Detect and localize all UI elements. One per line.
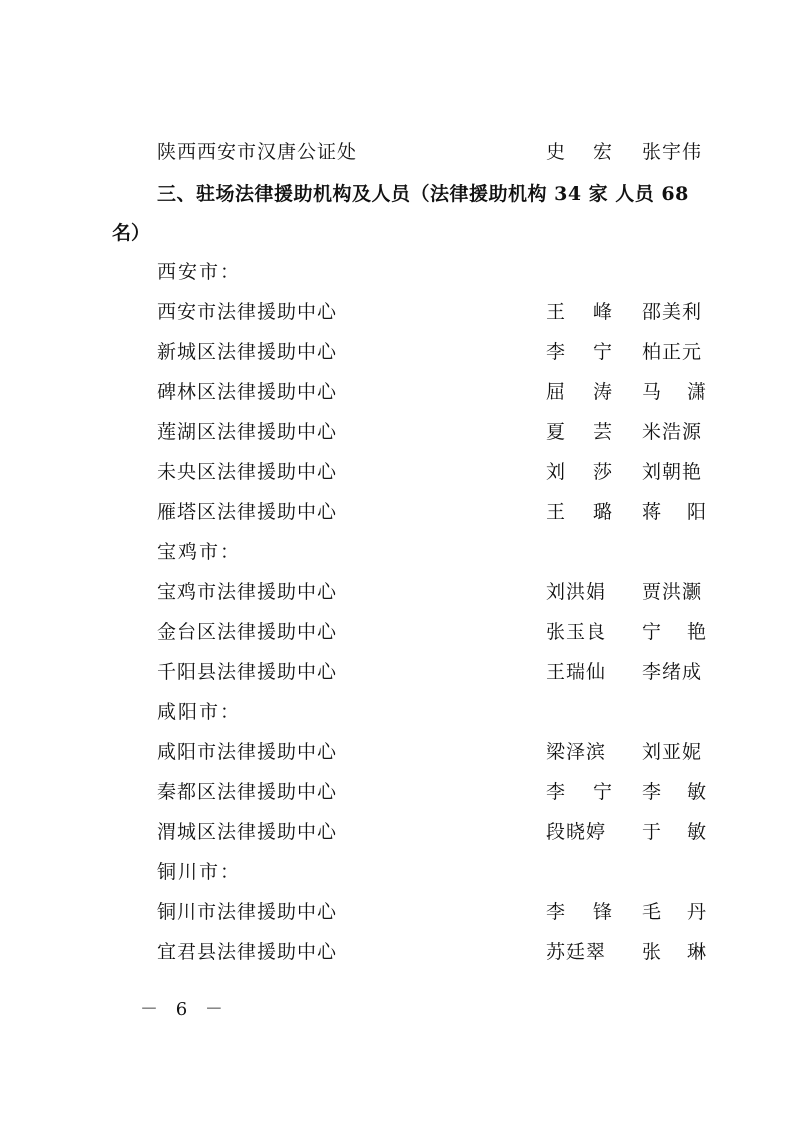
city-heading [0,534,793,570]
person-2: 米浩源 [642,421,703,443]
person-1: 刘 莎 [546,461,612,483]
org-name: 咸阳市法律援助中心 [157,741,338,763]
person-2: 李绪成 [642,661,703,683]
org-name: 雁塔区法律援助中心 [157,501,338,523]
person-2: 邵美利 [642,301,703,323]
person-2: 刘亚妮 [642,741,703,763]
list-item [0,374,793,410]
person-2: 蒋 阳 [642,501,706,523]
page-number: － 6 － [140,999,229,1020]
city-label: 铜川市： [157,861,242,883]
person-1: 夏 芸 [546,421,612,443]
person-2: 张宇伟 [642,141,703,163]
person-1: 张玉良 [546,621,607,643]
org-name: 金台区法律援助中心 [157,621,338,643]
list-item [0,894,793,930]
person-1: 梁泽滨 [546,741,607,763]
person-2: 贾洪灏 [642,581,703,603]
section-heading: 三、驻场法律援助机构及人员（法律援助机构 34 家 人员 68 [157,183,689,205]
list-item [0,574,793,610]
org-name: 铜川市法律援助中心 [157,901,338,923]
org-name: 千阳县法律援助中心 [157,661,338,683]
org-name: 新城区法律援助中心 [157,341,338,363]
list-item [0,414,793,450]
person-1: 王 璐 [546,501,612,523]
list-item [0,334,793,370]
org-name: 渭城区法律援助中心 [157,821,338,843]
list-item [0,774,793,810]
city-label: 宝鸡市： [157,541,242,563]
person-2: 于 敏 [642,821,706,843]
person-2: 刘朝艳 [642,461,703,483]
org-name: 陕西西安市汉唐公证处 [157,141,358,163]
person-1: 王 峰 [546,301,612,323]
city-heading [0,854,793,890]
list-item [0,934,793,970]
org-name: 宝鸡市法律援助中心 [157,581,338,603]
person-1: 史 宏 [546,141,612,163]
person-2: 毛 丹 [642,901,706,923]
person-1: 李 宁 [546,781,612,803]
list-item [0,294,793,330]
list-item [0,494,793,530]
person-2: 马 潇 [642,381,706,403]
city-label: 咸阳市： [157,701,242,723]
person-2: 柏正元 [642,341,703,363]
list-item [0,734,793,770]
person-1: 刘洪娟 [546,581,607,603]
list-item [0,814,793,850]
list-item [0,134,793,170]
list-item [0,614,793,650]
list-item [0,654,793,690]
city-label: 西安市： [157,261,242,283]
person-2: 宁 艳 [642,621,706,643]
org-name: 碑林区法律援助中心 [157,381,338,403]
city-heading [0,254,793,290]
person-1: 屈 涛 [546,381,612,403]
person-1: 李 锋 [546,901,612,923]
person-1: 李 宁 [546,341,612,363]
person-1: 王瑞仙 [546,661,607,683]
person-1: 段晓婷 [546,821,607,843]
org-name: 秦都区法律援助中心 [157,781,338,803]
org-name: 莲湖区法律援助中心 [157,421,338,443]
person-2: 李 敏 [642,781,706,803]
section-heading-continued: 名） [112,222,151,244]
person-1: 苏廷翠 [546,941,607,963]
list-item [0,454,793,490]
person-2: 张 琳 [642,941,706,963]
org-name: 宜君县法律援助中心 [157,941,338,963]
org-name: 西安市法律援助中心 [157,301,338,323]
city-heading [0,694,793,730]
org-name: 未央区法律援助中心 [157,461,338,483]
